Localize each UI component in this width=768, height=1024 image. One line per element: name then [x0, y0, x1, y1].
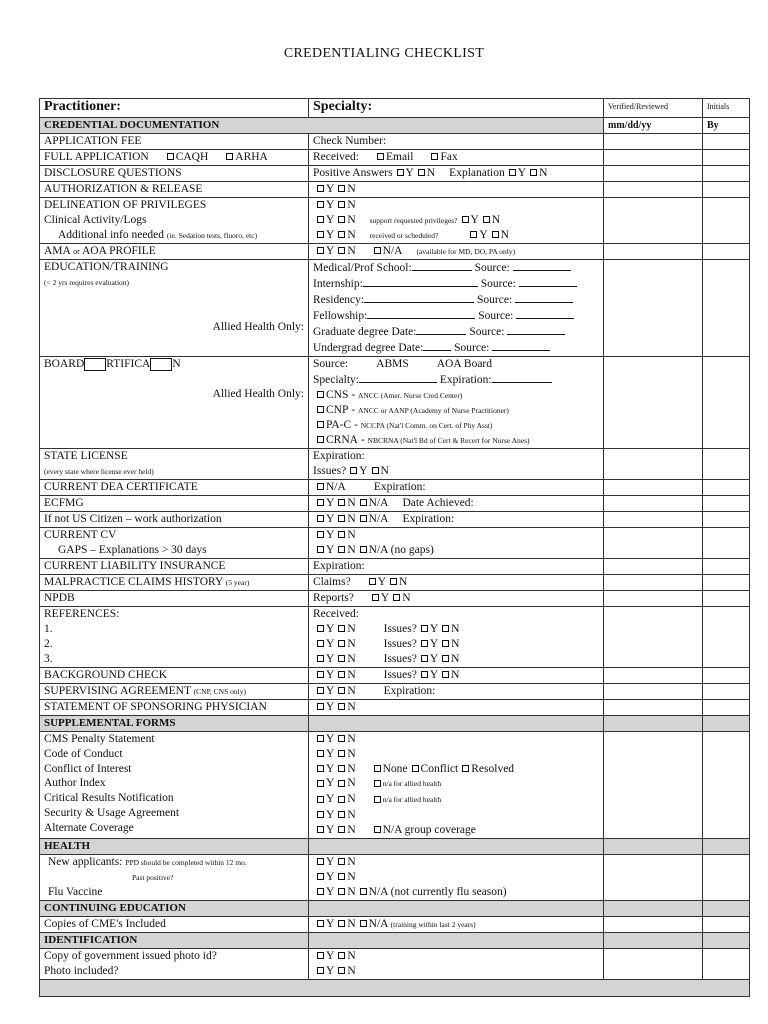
- verified-cell[interactable]: [604, 134, 703, 150]
- row-supplemental-forms: CMS Penalty Statement Code of Conduct Conflict of Interest Author Index Critical Results Notification Security & Usage Agreement Alternate Coverage Y N Y N Y N None Conflict Resolved Y N n/a for allied health Y N n/a for allied health Y N Y N N/A group coverage: [40, 732, 750, 839]
- credentialing-table: [39, 98, 750, 997]
- specialty-cell: [309, 99, 604, 118]
- header-row: [40, 99, 750, 118]
- caqh-checkbox[interactable]: [167, 153, 174, 160]
- by-header: By: [703, 118, 750, 134]
- check-number-field[interactable]: Check Number:: [309, 134, 604, 150]
- row-supervising: SUPERVISING AGREEMENT (CNP, CNS only) Y N Expiration:: [40, 684, 750, 700]
- section-supplemental: SUPPLEMENTAL FORMS: [40, 716, 750, 732]
- section-title: CREDENTIAL DOCUMENTATION: [40, 118, 604, 134]
- row-disclosure: DISCLOSURE QUESTIONS Positive Answers Y N Explanation Y N: [40, 166, 750, 182]
- row-education: EDUCATION/TRAINING (< 2 yrs requires evaluation) Allied Health Only: Medical/Prof School: Source: Internship: Source: Residency: Source: Fellowship: Source: Graduate degree Date: Source: Undergrad degree Date: Source:: [40, 260, 750, 357]
- page-title: CREDENTIALING CHECKLIST: [283, 46, 485, 61]
- practitioner-cell: [40, 99, 309, 118]
- row-state-license: STATE LICENSE (every state where license ever held) Expiration: Issues? Y N: [40, 449, 750, 480]
- section-health: HEALTH: [40, 838, 750, 854]
- row-background-check: BACKGROUND CHECK Y N Issues? Y N: [40, 668, 750, 684]
- row-authorization: AUTHORIZATION & RELEASE Y N: [40, 182, 750, 198]
- row-work-authorization: If not US Citizen – work authorization Y N N/A Expiration:: [40, 512, 750, 528]
- row-dea: CURRENT DEA CERTIFICATE N/A Expiration:: [40, 480, 750, 496]
- row-ecfmg: ECFMG Y N N/A Date Achieved:: [40, 496, 750, 512]
- footer-row: [40, 979, 750, 996]
- row-identification: Copy of government issued photo id? Photo included? Y N Y N: [40, 948, 750, 979]
- row-application-fee: [40, 134, 750, 150]
- row-npdb: NPDB Reports? Y N: [40, 591, 750, 607]
- row-health: New applicants: PPD should be completed within 12 mo. Past positive? Flu Vaccine Y N Y N Y N N/A (not currently flu season): [40, 854, 750, 900]
- redaction-box: [150, 358, 172, 371]
- initials-cell[interactable]: [703, 134, 750, 150]
- date-format: mm/dd/yy: [604, 118, 703, 134]
- fax-checkbox[interactable]: [431, 153, 438, 160]
- row-sponsoring: STATEMENT OF SPONSORING PHYSICIAN Y N: [40, 700, 750, 716]
- redaction-box: [84, 358, 106, 371]
- row-cme: Copies of CME's Included Y N N/A (training within last 2 years): [40, 916, 750, 932]
- initials-header: Initials: [703, 99, 750, 118]
- specialty-label: Specialty:: [313, 99, 373, 114]
- section-cme: CONTINUING EDUCATION: [40, 900, 750, 916]
- row-references: REFERENCES: 1. 2. 3. Received: Y N Issues? Y N Y N Issues? Y N Y N Issues? Y N: [40, 607, 750, 668]
- row-current-cv: CURRENT CV GAPS – Explanations > 30 days Y N Y N N/A (no gaps): [40, 528, 750, 559]
- practitioner-label: Practitioner:: [44, 99, 121, 114]
- row-liability: CURRENT LIABILITY INSURANCE Expiration:: [40, 559, 750, 575]
- row-ama-aoa: AMA or AOA PROFILE Y N N/A (available for MD, DO, PA only): [40, 244, 750, 260]
- row-malpractice: MALPRACTICE CLAIMS HISTORY (5 year) Claims? Y N: [40, 575, 750, 591]
- email-checkbox[interactable]: [377, 153, 384, 160]
- section-credential: [40, 118, 750, 134]
- arha-checkbox[interactable]: [226, 153, 233, 160]
- label: APPLICATION FEE: [40, 134, 309, 150]
- verified-header: Verified/Reviewed: [604, 99, 703, 118]
- row-board-certification: BOARD RTIFICA N Allied Health Only: Source: ABMS AOA Board Specialty: Expiration: CNS - ANCC (Amer. Nurse Cred Center) CNP - ANCC or AANP (Academy of Nurse Practitioner) PA-C - NCCPA (Nat'l Comm. on Cert. of Phy Asst) CRNA - NBCRNA (Nat'l Bd of Cert & Recert for Nurse Anes): [40, 357, 750, 449]
- row-delineation: DELINEATION OF PRIVILEGES Clinical Activity/Logs Additional info needed (ie. Sedation tests, fluoro, etc) Y N Y N support requested privileges? Y N Y N received or scheduled? Y N: [40, 198, 750, 244]
- row-full-application: FULL APPLICATION CAQH ARHA Received: Email Fax: [40, 150, 750, 166]
- section-identification: IDENTIFICATION: [40, 932, 750, 948]
